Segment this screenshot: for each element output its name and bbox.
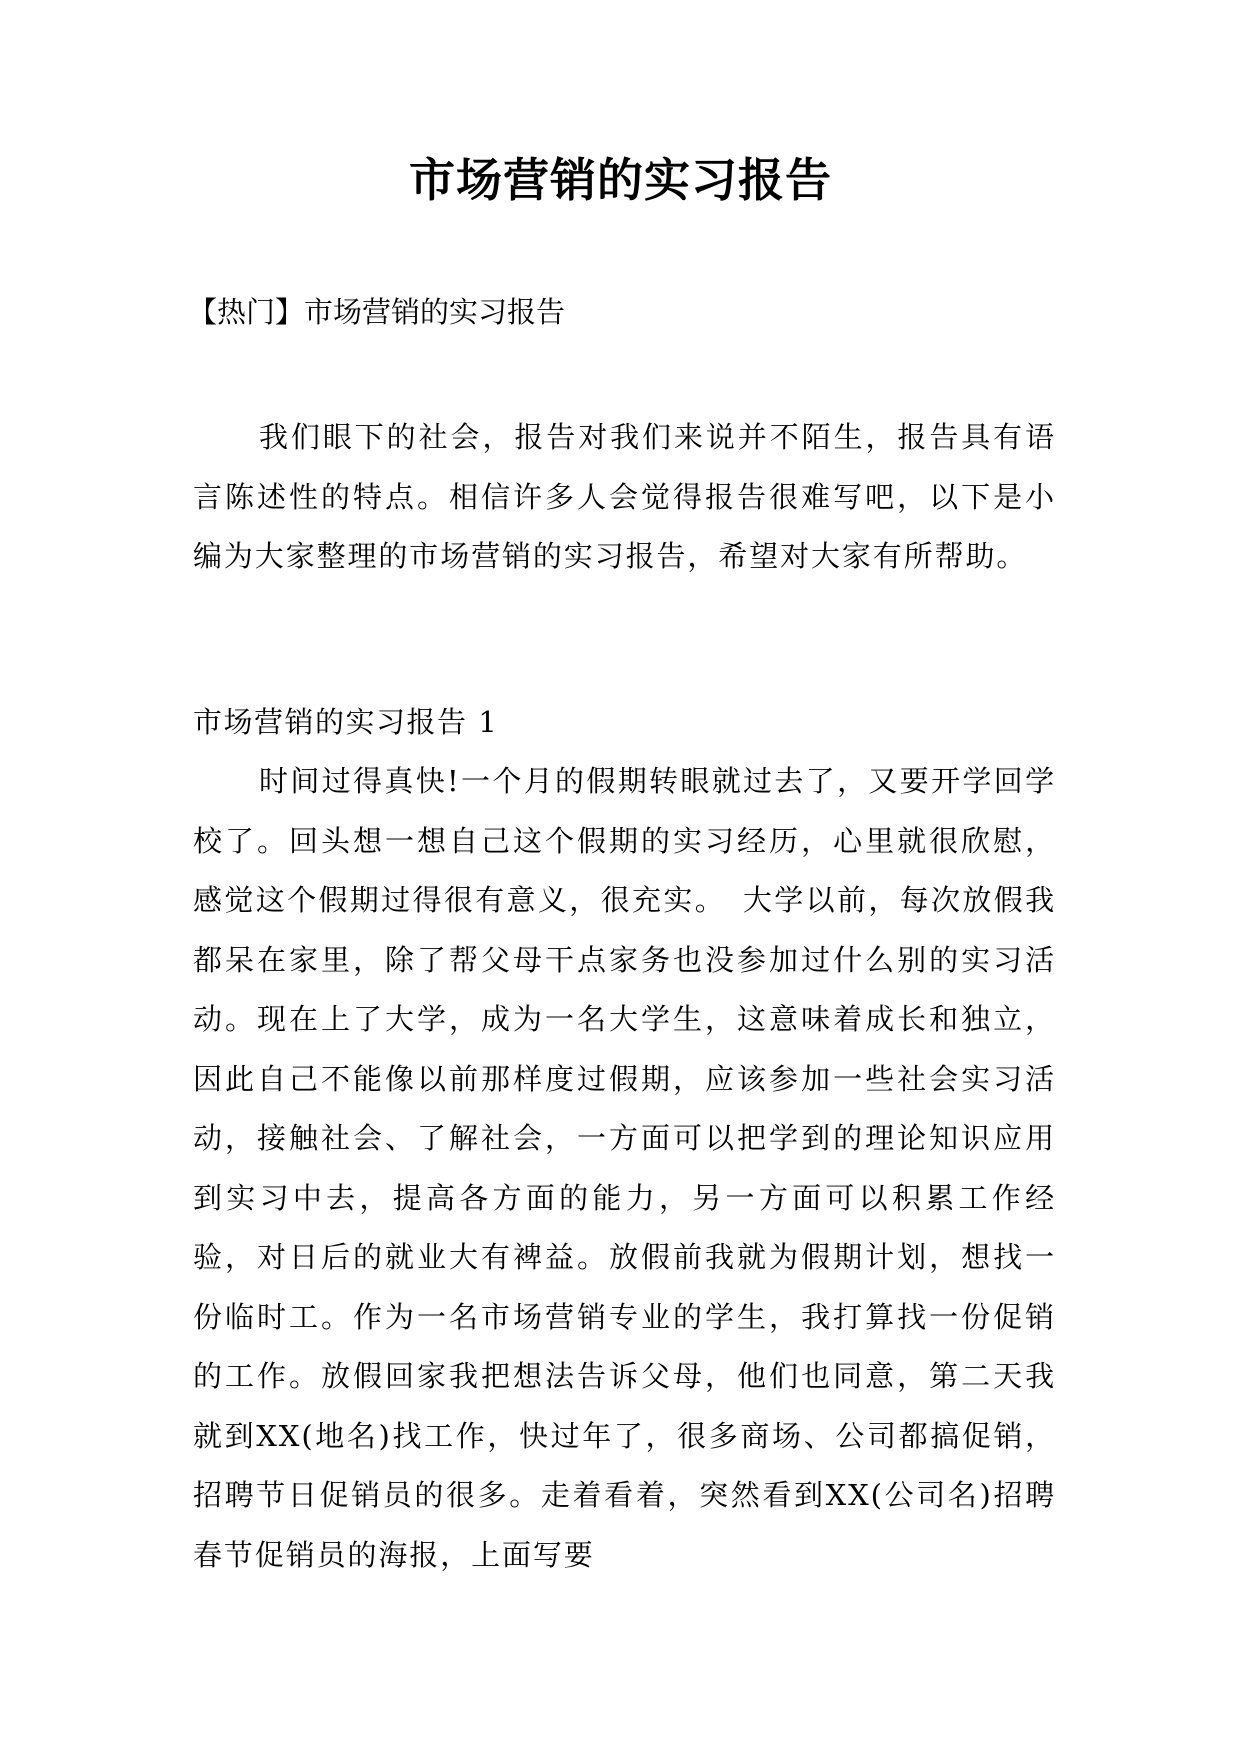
- intro-paragraph: 我们眼下的社会，报告对我们来说并不陌生，报告具有语言陈述性的特点。相信许多人会觉得报告很难写吧，以下是小编为大家整理的市场营销的实习报告，希望对大家有所帮助。: [193, 420, 1056, 573]
- document-subtitle: 【热门】市场营销的实习报告: [188, 295, 566, 329]
- body-paragraph: 时间过得真快!一个月的假期转眼就过去了，又要开学回学校了。回头想一想自己这个假期的实习经历，心里就很欣慰，感觉这个假期过得很有意义，很充实。 大学以前，每次放假我都呆在家里，除了帮父母干点家务也没参加过什么别的实习活动。现在上了大学，成为一名大学生，这意味着成长和独立，因此自己不能像以前那样度过假期，应该参加一些社会实习活动，接触社会、了解社会，一方面可以把学到的理论知识应用到实习中去，提高各方面的能力，另一方面可以积累工作经验，对日后的就业大有裨益。放假前我就为假期计划，想找一份临时工。作为一名市场营销专业的学生，我打算找一份促销的工作。放假回家我把想法告诉父母，他们也同意，第二天我就到XX(地名)找工作，快过年了，很多商场、公司都搞促销，招聘节日促销员的很多。走着看着，突然看到XX(公司名)招聘春节促销员的海报，上面写要: [193, 764, 1056, 1572]
- section-heading: 市场营销的实习报告 1: [193, 705, 499, 739]
- document-title: 市场营销的实习报告: [409, 153, 832, 207]
